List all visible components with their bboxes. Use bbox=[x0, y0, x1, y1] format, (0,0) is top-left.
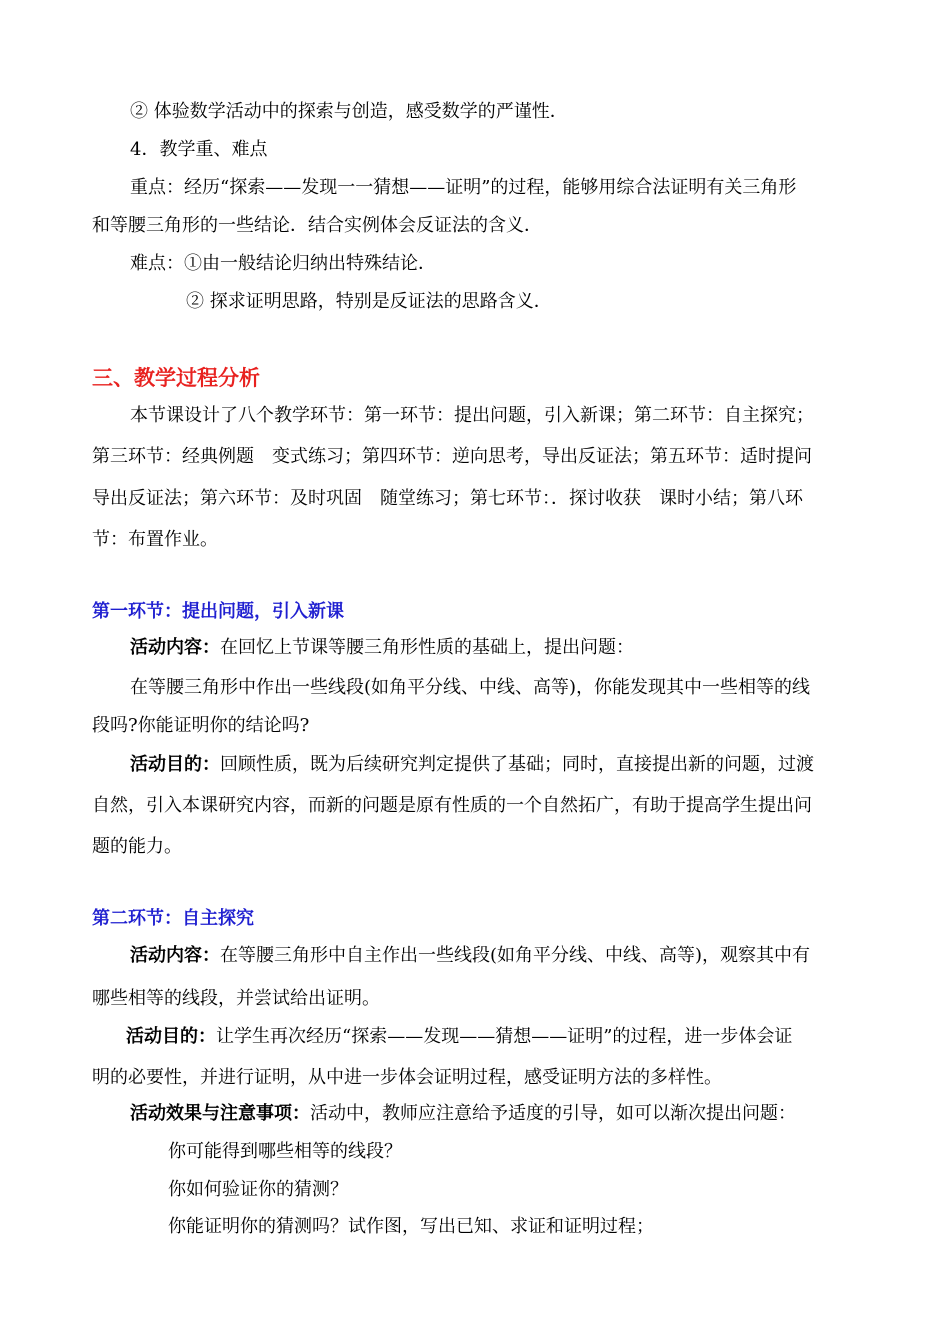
stage-2-purpose-text: 让学生再次经历“探索——发现——猜想——证明”的过程，进一步体会证 bbox=[216, 1026, 793, 1047]
stage-2-content-line-1 bbox=[130, 944, 810, 968]
stage-1-purpose-text: 回顾性质，既为后续研究判定提供了基础；同时，直接提出新的问题，过渡 bbox=[220, 754, 814, 775]
stage-1-purpose-line-3: 题的能力。 bbox=[92, 836, 182, 857]
stage-1-purpose-label: 活动目的： bbox=[130, 754, 220, 775]
goal-item-2: ② 体验数学活动中的探索与创造，感受数学的严谨性． bbox=[130, 101, 568, 122]
key-point-line-1: 重点：经历“探索——发现一一猜想——证明”的过程，能够用综合法证明有关三角形 bbox=[130, 177, 797, 198]
stage-2-content-label: 活动内容： bbox=[130, 945, 220, 966]
intro-line-2: 第三环节：经典例题 变式练习；第四环节：逆向思考，导出反证法；第五环节：适时提问 bbox=[92, 446, 812, 467]
stage-2-purpose-line-1 bbox=[126, 1025, 792, 1049]
stage-2-content-line-2: 哪些相等的线段，并尝试给出证明。 bbox=[92, 988, 380, 1009]
stage-2-effect-text: 活动中，教师应注意给予适度的引导，如可以渐次提出问题： bbox=[310, 1103, 796, 1124]
intro-line-4: 节：布置作业。 bbox=[92, 529, 218, 550]
stage-1-title: 第一环节：提出问题，引入新课 bbox=[92, 601, 344, 622]
stage-1-purpose-line-2: 自然，引入本课研究内容，而新的问题是原有性质的一个自然拓广，有助于提高学生提出问 bbox=[92, 795, 812, 816]
key-difficulty-heading: 4．教学重、难点 bbox=[130, 139, 268, 160]
stage-1-content bbox=[130, 636, 634, 660]
section-3-title: 三、教学过程分析 bbox=[92, 366, 260, 390]
difficulty-line-2: ② 探求证明思路，特别是反证法的思路含义． bbox=[186, 291, 552, 312]
intro-line-3: 导出反证法；第六环节：及时巩固 随堂练习；第七环节：．探讨收获 课时小结；第八环 bbox=[92, 488, 803, 509]
stage-2-question-2: 你如何验证你的猜测？ bbox=[168, 1179, 348, 1200]
stage-2-effect-label: 活动效果与注意事项： bbox=[130, 1103, 310, 1124]
intro-line-1: 本节课设计了八个教学环节：第一环节：提出问题，引入新课；第二环节：自主探究； bbox=[130, 405, 814, 426]
stage-1-content-label: 活动内容： bbox=[130, 637, 220, 658]
stage-2-title: 第二环节：自主探究 bbox=[92, 908, 254, 929]
stage-2-purpose-line-2: 明的必要性，并进行证明，从中进一步体会证明过程，感受证明方法的多样性。 bbox=[92, 1067, 722, 1088]
stage-2-content-text: 在等腰三角形中自主作出一些线段(如角平分线、中线、高等)，观察其中有 bbox=[220, 945, 811, 966]
stage-1-purpose-line-1 bbox=[130, 753, 814, 777]
stage-2-question-1: 你可能得到哪些相等的线段？ bbox=[168, 1141, 402, 1162]
stage-1-question-line-1: 在等腰三角形中作出一些线段(如角平分线、中线、高等)，你能发现其中一些相等的线 bbox=[130, 677, 811, 698]
stage-2-purpose-label: 活动目的： bbox=[126, 1026, 216, 1047]
stage-2-effect bbox=[130, 1102, 796, 1126]
stage-2-question-3: 你能证明你的猜测吗？试作图，写出已知、求证和证明过程； bbox=[168, 1216, 654, 1237]
stage-1-content-text: 在回忆上节课等腰三角形性质的基础上，提出问题： bbox=[220, 637, 634, 658]
stage-1-question-line-2: 段吗?你能证明你的结论吗? bbox=[92, 715, 310, 736]
difficulty-line-1: 难点：①由一般结论归纳出特殊结论． bbox=[130, 253, 436, 274]
key-point-line-2: 和等腰三角形的一些结论．结合实例体会反证法的含义． bbox=[92, 215, 542, 236]
